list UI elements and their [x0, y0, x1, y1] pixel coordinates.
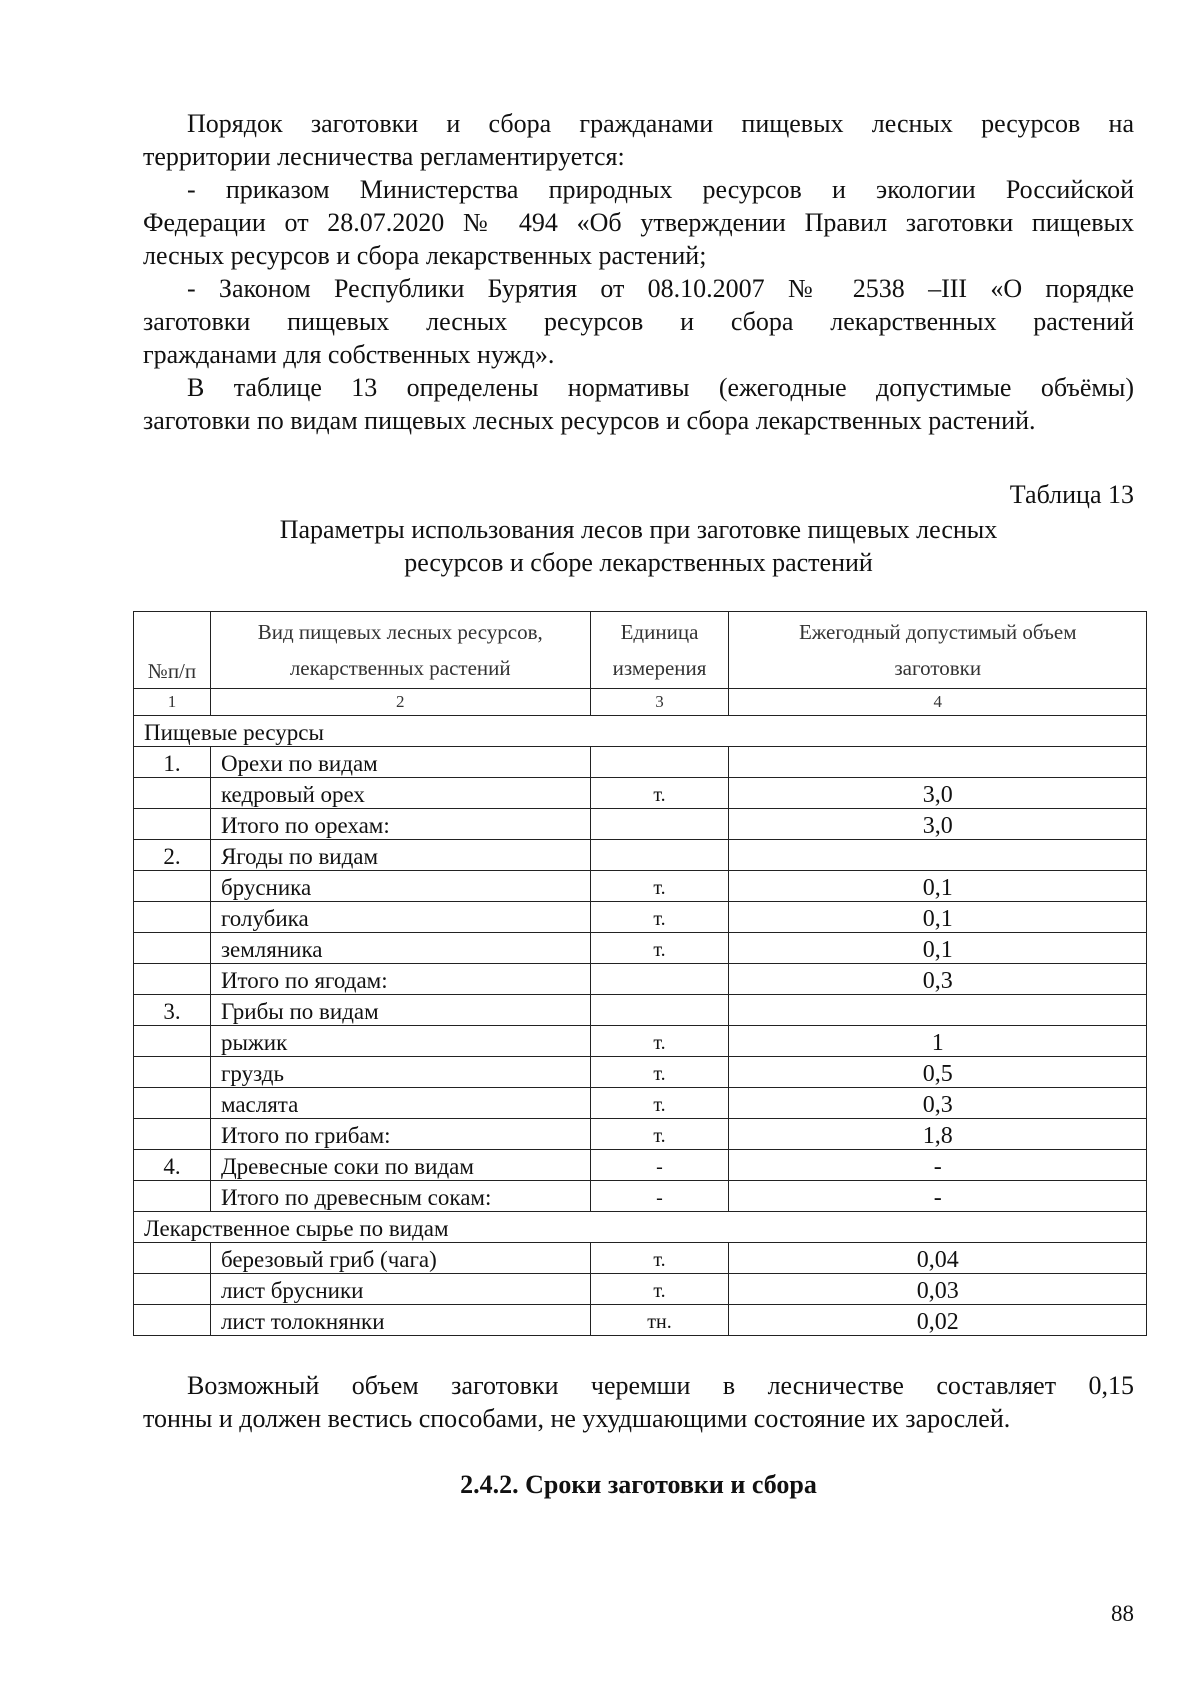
header-kind-line: Вид пищевых лесных ресурсов, — [257, 620, 543, 644]
row-unit: т. — [590, 1057, 729, 1088]
table-title — [143, 513, 1134, 579]
row-number — [134, 1026, 211, 1057]
text-line: Порядок заготовки и сбора гражданами пищевых лесных ресурсов на — [187, 109, 1134, 138]
row-unit: т. — [590, 778, 729, 809]
column-number: 4 — [729, 689, 1147, 716]
row-number — [134, 778, 211, 809]
row-value: 3,0 — [729, 778, 1147, 809]
table-row — [134, 964, 1147, 995]
row-name: кедровый орех — [210, 778, 590, 809]
row-name: Древесные соки по видам — [210, 1150, 590, 1181]
row-number — [134, 933, 211, 964]
row-name: голубика — [210, 902, 590, 933]
row-unit: т. — [590, 871, 729, 902]
table-row — [134, 1150, 1147, 1181]
page-number: 88 — [1111, 1601, 1134, 1626]
text-line: заготовки по видам пищевых лесных ресурсов и сбора лекарственных растений. — [143, 406, 1036, 435]
section-label: Пищевые ресурсы — [134, 716, 1147, 747]
row-number: 3. — [134, 995, 211, 1026]
table-row — [134, 840, 1147, 871]
row-value: - — [729, 1150, 1147, 1181]
row-value: 0,5 — [729, 1057, 1147, 1088]
closing-paragraph — [143, 1369, 1134, 1435]
section-row-food — [134, 716, 1147, 747]
row-unit: т. — [590, 1274, 729, 1305]
column-number: 1 — [134, 689, 211, 716]
intro-paragraph-1 — [143, 107, 1134, 173]
table-row — [134, 995, 1147, 1026]
table-row — [134, 1057, 1147, 1088]
row-name: лист брусники — [210, 1274, 590, 1305]
row-number — [134, 1119, 211, 1150]
table-label: Таблица 13 — [1009, 480, 1134, 509]
row-number — [134, 871, 211, 902]
text-line: тонны и должен вестись способами, не ухудшающими состояние их зарослей. — [143, 1404, 1011, 1433]
row-number — [134, 1057, 211, 1088]
resources-table — [133, 611, 1147, 1336]
header-num: №п/п — [134, 612, 211, 689]
header-volume-line: Ежегодный допустимый объем — [798, 620, 1077, 644]
table-row — [134, 1274, 1147, 1305]
header-volume-line: заготовки — [894, 656, 982, 680]
section-label: Лекарственное сырье по видам — [134, 1212, 1147, 1243]
row-unit: т. — [590, 1119, 729, 1150]
row-unit: т. — [590, 933, 729, 964]
row-unit — [590, 964, 729, 995]
row-name: Орехи по видам — [210, 747, 590, 778]
row-value: 0,03 — [729, 1274, 1147, 1305]
text-line: территории лесничества регламентируется: — [143, 142, 625, 171]
table-title-line: Параметры использования лесов при заготовке пищевых лесных — [279, 515, 998, 544]
section-heading: 2.4.2. Сроки заготовки и сбора — [460, 1470, 817, 1499]
row-unit: т. — [590, 1243, 729, 1274]
intro-paragraph-3 — [143, 272, 1134, 371]
row-value: 0,1 — [729, 933, 1147, 964]
row-unit: тн. — [590, 1305, 729, 1336]
text-line: Возможный объем заготовки черемши в лесничестве составляет 0,15 — [187, 1371, 1134, 1400]
row-number — [134, 902, 211, 933]
row-name: брусника — [210, 871, 590, 902]
row-name: Итого по грибам: — [210, 1119, 590, 1150]
row-name: Итого по ягодам: — [210, 964, 590, 995]
header-unit-line: измерения — [612, 656, 707, 680]
column-number: 2 — [210, 689, 590, 716]
text-line: заготовки пищевых лесных ресурсов и сбора лекарственных растений — [143, 307, 1134, 336]
row-name: Ягоды по видам — [210, 840, 590, 871]
row-number — [134, 1274, 211, 1305]
table-row — [134, 1026, 1147, 1057]
table-row — [134, 1305, 1147, 1336]
table-row — [134, 809, 1147, 840]
column-number: 3 — [590, 689, 729, 716]
row-number: 2. — [134, 840, 211, 871]
row-name: маслята — [210, 1088, 590, 1119]
row-value: 1 — [729, 1026, 1147, 1057]
header-kind-line: лекарственных растений — [289, 656, 511, 680]
row-name: земляника — [210, 933, 590, 964]
header-unit-line: Единица — [620, 620, 699, 644]
row-value: 0,3 — [729, 1088, 1147, 1119]
row-value: 0,1 — [729, 902, 1147, 933]
table-row — [134, 933, 1147, 964]
text-line: - Законом Республики Бурятия от 08.10.2007 № 2538 –III «О порядке — [187, 274, 1134, 303]
row-value: 0,02 — [729, 1305, 1147, 1336]
table-row — [134, 1119, 1147, 1150]
table-row — [134, 1243, 1147, 1274]
table-row — [134, 1181, 1147, 1212]
row-unit: - — [590, 1150, 729, 1181]
row-name: рыжик — [210, 1026, 590, 1057]
row-number: 4. — [134, 1150, 211, 1181]
row-value: 0,3 — [729, 964, 1147, 995]
table-row — [134, 1088, 1147, 1119]
table-row — [134, 747, 1147, 778]
section-row-medicinal — [134, 1212, 1147, 1243]
row-value: - — [729, 1181, 1147, 1212]
header-unit — [590, 612, 729, 689]
row-unit: - — [590, 1181, 729, 1212]
text-line: лесных ресурсов и сбора лекарственных растений; — [143, 241, 707, 270]
text-line: - приказом Министерства природных ресурсов и экологии Российской — [187, 175, 1134, 204]
row-value — [729, 995, 1147, 1026]
row-number — [134, 1181, 211, 1212]
row-unit: т. — [590, 1026, 729, 1057]
row-value — [729, 747, 1147, 778]
row-unit — [590, 995, 729, 1026]
row-number — [134, 1243, 211, 1274]
intro-paragraph-2 — [143, 173, 1134, 272]
text-line: В таблице 13 определены нормативы (ежегодные допустимые объёмы) — [187, 373, 1134, 402]
row-unit — [590, 809, 729, 840]
table-title-line: ресурсов и сборе лекарственных растений — [404, 548, 873, 577]
row-unit: т. — [590, 1088, 729, 1119]
row-number — [134, 1305, 211, 1336]
row-name: лист толокнянки — [210, 1305, 590, 1336]
table-row — [134, 778, 1147, 809]
row-value: 3,0 — [729, 809, 1147, 840]
header-kind — [210, 612, 590, 689]
text-line: Федерации от 28.07.2020 № 494 «Об утверждении Правил заготовки пищевых — [143, 208, 1134, 237]
column-number-row — [134, 689, 1147, 716]
header-volume — [729, 612, 1147, 689]
row-number — [134, 1088, 211, 1119]
row-name: груздь — [210, 1057, 590, 1088]
table-row — [134, 902, 1147, 933]
row-number — [134, 964, 211, 995]
row-unit — [590, 747, 729, 778]
row-value: 1,8 — [729, 1119, 1147, 1150]
row-number: 1. — [134, 747, 211, 778]
intro-paragraph-4 — [143, 371, 1134, 437]
row-name: Грибы по видам — [210, 995, 590, 1026]
row-unit: т. — [590, 902, 729, 933]
table-row — [134, 871, 1147, 902]
row-name: Итого по древесным сокам: — [210, 1181, 590, 1212]
row-name: березовый гриб (чага) — [210, 1243, 590, 1274]
row-value — [729, 840, 1147, 871]
row-unit — [590, 840, 729, 871]
table-header-row — [134, 612, 1147, 689]
row-name: Итого по орехам: — [210, 809, 590, 840]
row-value: 0,1 — [729, 871, 1147, 902]
row-number — [134, 809, 211, 840]
row-value: 0,04 — [729, 1243, 1147, 1274]
text-line: гражданами для собственных нужд». — [143, 340, 555, 369]
